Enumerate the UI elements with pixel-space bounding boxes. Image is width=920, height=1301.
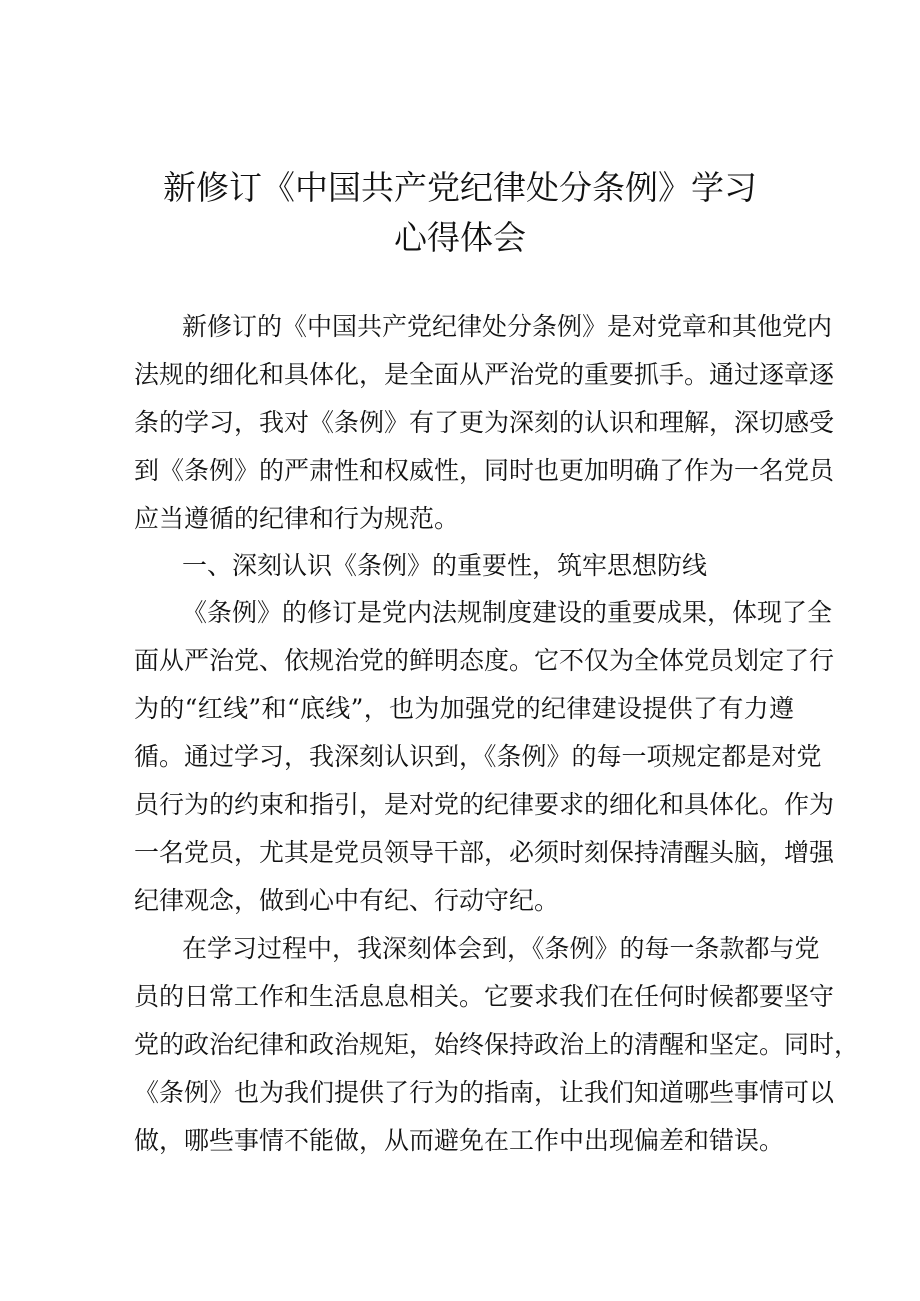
paragraph-3-line: 在学习过程中，我深刻体会到，《条例》的每一条款都与党	[182, 934, 820, 963]
paragraph-3-line: 员的日常工作和生活息息相关。它要求我们在任何时候都要坚守	[134, 982, 835, 1011]
document-title-line-2: 心得体会	[394, 218, 526, 257]
paragraph-2-line: 循。通过学习，我深刻认识到，《条例》的每一项规定都是对党	[134, 742, 822, 771]
paragraph-1-line: 应当遵循的纪律和行为规范。	[134, 504, 460, 533]
section-heading-1: 一、深刻认识《条例》的重要性，筑牢思想防线	[182, 551, 708, 580]
paragraph-2-line: 纪律观念，做到心中有纪、行动守纪。	[134, 886, 560, 915]
paragraph-1-line: 法规的细化和具体化，是全面从严治党的重要抓手。通过逐章逐	[134, 360, 835, 389]
paragraph-2-line: 一名党员，尤其是党员领导干部，必须时刻保持清醒头脑，增强	[134, 838, 835, 867]
paragraph-1-line: 到《条例》的严肃性和权威性，同时也更加明确了作为一名党员	[134, 456, 835, 485]
paragraph-3-line: 党的政治纪律和政治规矩，始终保持政治上的清醒和坚定。同时，	[134, 1030, 860, 1059]
paragraph-3-line: 《条例》也为我们提供了行为的指南，让我们知道哪些事情可以	[134, 1078, 835, 1107]
document-title-line-1: 新修订《中国共产党纪律处分条例》学习	[163, 168, 757, 207]
paragraph-2-line: 《条例》的修订是党内法规制度建设的重要成果，体现了全	[182, 598, 833, 627]
paragraph-1-line: 条的学习，我对《条例》有了更为深刻的认识和理解，深切感受	[134, 408, 835, 437]
paragraph-2-line: 面从严治党、依规治党的鲜明态度。它不仅为全体党员划定了行	[134, 646, 835, 675]
paragraph-2-line: 员行为的约束和指引，是对党的纪律要求的细化和具体化。作为	[134, 790, 835, 819]
paragraph-3-line: 做，哪些事情不能做，从而避免在工作中出现偏差和错误。	[134, 1126, 785, 1155]
paragraph-2-line: 为的“红线”和“底线”，也为加强党的纪律建设提供了有力遵	[134, 694, 794, 723]
paragraph-1-line: 新修订的《中国共产党纪律处分条例》是对党章和其他党内	[182, 312, 833, 341]
